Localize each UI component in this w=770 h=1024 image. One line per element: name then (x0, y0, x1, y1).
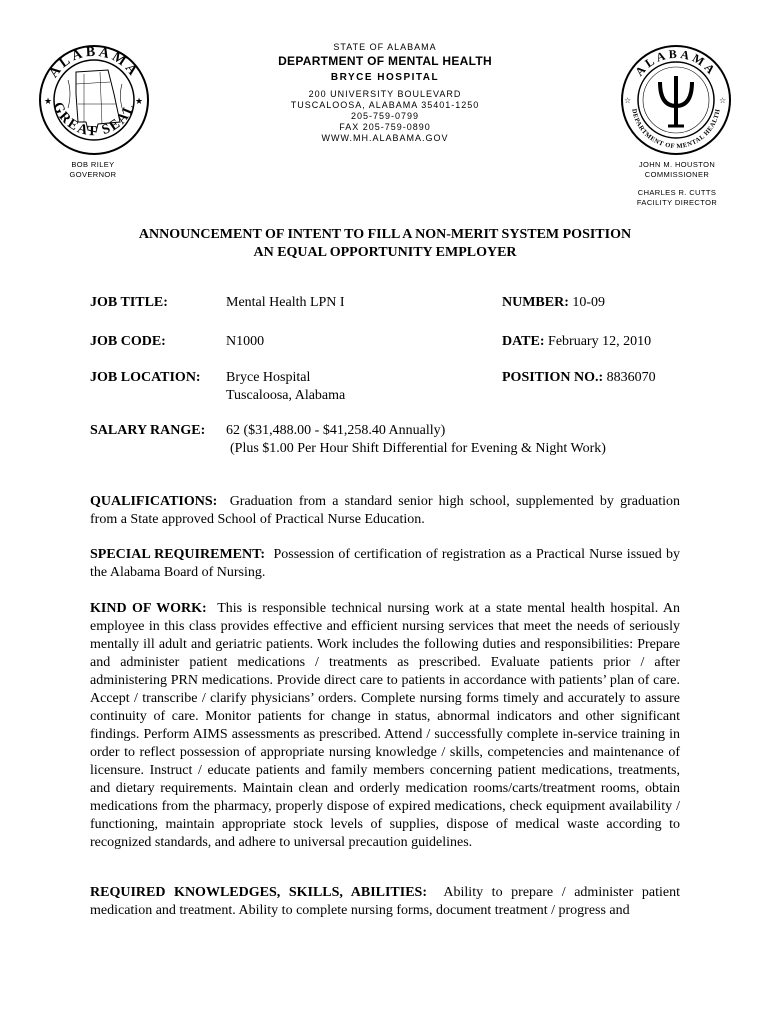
commissioner-block (618, 160, 736, 180)
governor-name: BOB RILEY (71, 160, 115, 169)
svg-text:GREAT SEAL: GREAT SEAL (49, 100, 139, 140)
special-requirement-text: Possession of certification of registration as a Practical Nurse issued by the Alabama Board of Nursing. (90, 547, 680, 580)
date-label: DATE: (502, 334, 545, 349)
position-field (502, 369, 656, 386)
job-title-label: JOB TITLE: (90, 295, 168, 310)
heading-line-2: AN EQUAL OPPORTUNITY EMPLOYER (253, 245, 517, 260)
salary-range-value: 62 ($31,488.00 - $41,258.40 Annually) (226, 423, 446, 438)
facility-director-block (618, 188, 736, 208)
letterhead (0, 42, 770, 144)
commissioner-name: JOHN M. HOUSTON (638, 160, 716, 169)
svg-text:★: ★ (135, 97, 144, 107)
phone-number: 205-759-0799 (350, 111, 420, 121)
kind-of-work-section (90, 600, 680, 852)
address-line-2: TUSCALOOSA, ALABAMA 35401-1250 (290, 100, 480, 110)
address-line-1: 200 UNIVERSITY BOULEVARD (308, 89, 462, 99)
job-title-value: Mental Health LPN I (226, 295, 345, 310)
date-value: February 12, 2010 (548, 334, 652, 349)
website: WWW.MH.ALABAMA.GOV (321, 133, 449, 143)
governor-block (48, 160, 138, 180)
department-name: DEPARTMENT OF MENTAL HEALTH (278, 54, 492, 68)
announcement-heading (0, 226, 770, 262)
special-requirement-section (90, 546, 680, 582)
ksa-text: Ability to prepare / administer patient medication and treatment. Ability to complete nursing forms, document treatment / progress and (90, 885, 680, 918)
salary-range-label: SALARY RANGE: (90, 423, 206, 438)
director-name: CHARLES R. CUTTS (637, 188, 717, 197)
state-name: STATE OF ALABAMA (333, 42, 437, 52)
number-value: 10-09 (572, 295, 606, 310)
job-location-line-2: Tuscaloosa, Alabama (226, 388, 346, 403)
kind-of-work-label: KIND OF WORK: (90, 601, 207, 616)
kind-of-work-text: This is responsible technical nursing work at a state mental health hospital. An employee in this class provides effective and efficient nursing services that meet the needs of seriously mentally ill adult and geriatric patients. Work includes the following duties and responsibilities: Prepare and administer patient medications / treatments as prescribed. Evaluate patients prior / after administering PRN medications. Provide direct care to patients in accordance with patients’ plan of care. Accept / transcribe / clarify physicians’ orders. Complete nursing forms timely and accurately to assure continuity of care. Monitor patients for change in status, abnormal indicators and other significant findings. Perform AIMS assessments as prescribed. Attend / successfully complete in-service training in order to reflect possession of appropriate nursing knowledge / skills, competencies and maintenance of licensure. Instruct / educate patients and family members concerning patient medications, treatments, and dietary requirements. Maintain clean and orderly medication rooms/carts/treatment rooms, obtain medications from the pharmacy, properly dispose of expired medications, check equipment availability / functioning, maintain appropriate stock levels of supplies, dispose of medical waste according to recognized standards, and adhere to universal precaution guidelines. (90, 601, 680, 850)
date-field (502, 333, 651, 350)
job-location-label: JOB LOCATION: (90, 370, 201, 385)
number-label: NUMBER: (502, 295, 569, 310)
svg-text:DEPARTMENT OF MENTAL HEALTH: DEPARTMENT OF MENTAL HEALTH (630, 108, 722, 151)
governor-title: GOVERNOR (69, 170, 117, 179)
ksa-label: REQUIRED KNOWLEDGES, SKILLS, ABILITIES: (90, 885, 427, 900)
svg-text:ALABAMA: ALABAMA (46, 44, 142, 81)
hospital-name: BRYCE HOSPITAL (330, 72, 440, 83)
ksa-section (90, 884, 680, 920)
position-label: POSITION NO.: (502, 370, 604, 385)
heading-line-1: ANNOUNCEMENT OF INTENT TO FILL A NON-MERIT SYSTEM POSITION (138, 227, 632, 242)
svg-text:★: ★ (44, 97, 53, 107)
job-code-label: JOB CODE: (90, 334, 166, 349)
commissioner-title: COMMISSIONER (644, 170, 710, 179)
job-code-value: N1000 (226, 334, 265, 349)
svg-text:☆: ☆ (719, 96, 727, 105)
number-field (502, 294, 605, 311)
fax-number: FAX 205-759-0890 (339, 122, 431, 132)
position-value: 8836070 (606, 370, 656, 385)
svg-text:☆: ☆ (624, 96, 632, 105)
qualifications-label: QUALIFICATIONS: (90, 494, 218, 509)
director-title: FACILITY DIRECTOR (636, 198, 718, 207)
job-location-line-1: Bryce Hospital (226, 370, 311, 385)
qualifications-text: Graduation from a standard senior high school, supplemented by graduation from a State approved School of Practical Nurse Education. (90, 494, 680, 527)
svg-text:ALABAMA: ALABAMA (632, 46, 720, 79)
qualifications-section (90, 493, 680, 529)
special-requirement-label: SPECIAL REQUIREMENT: (90, 547, 266, 562)
salary-differential-note: (Plus $1.00 Per Hour Shift Differential for Evening & Night Work) (230, 441, 606, 456)
